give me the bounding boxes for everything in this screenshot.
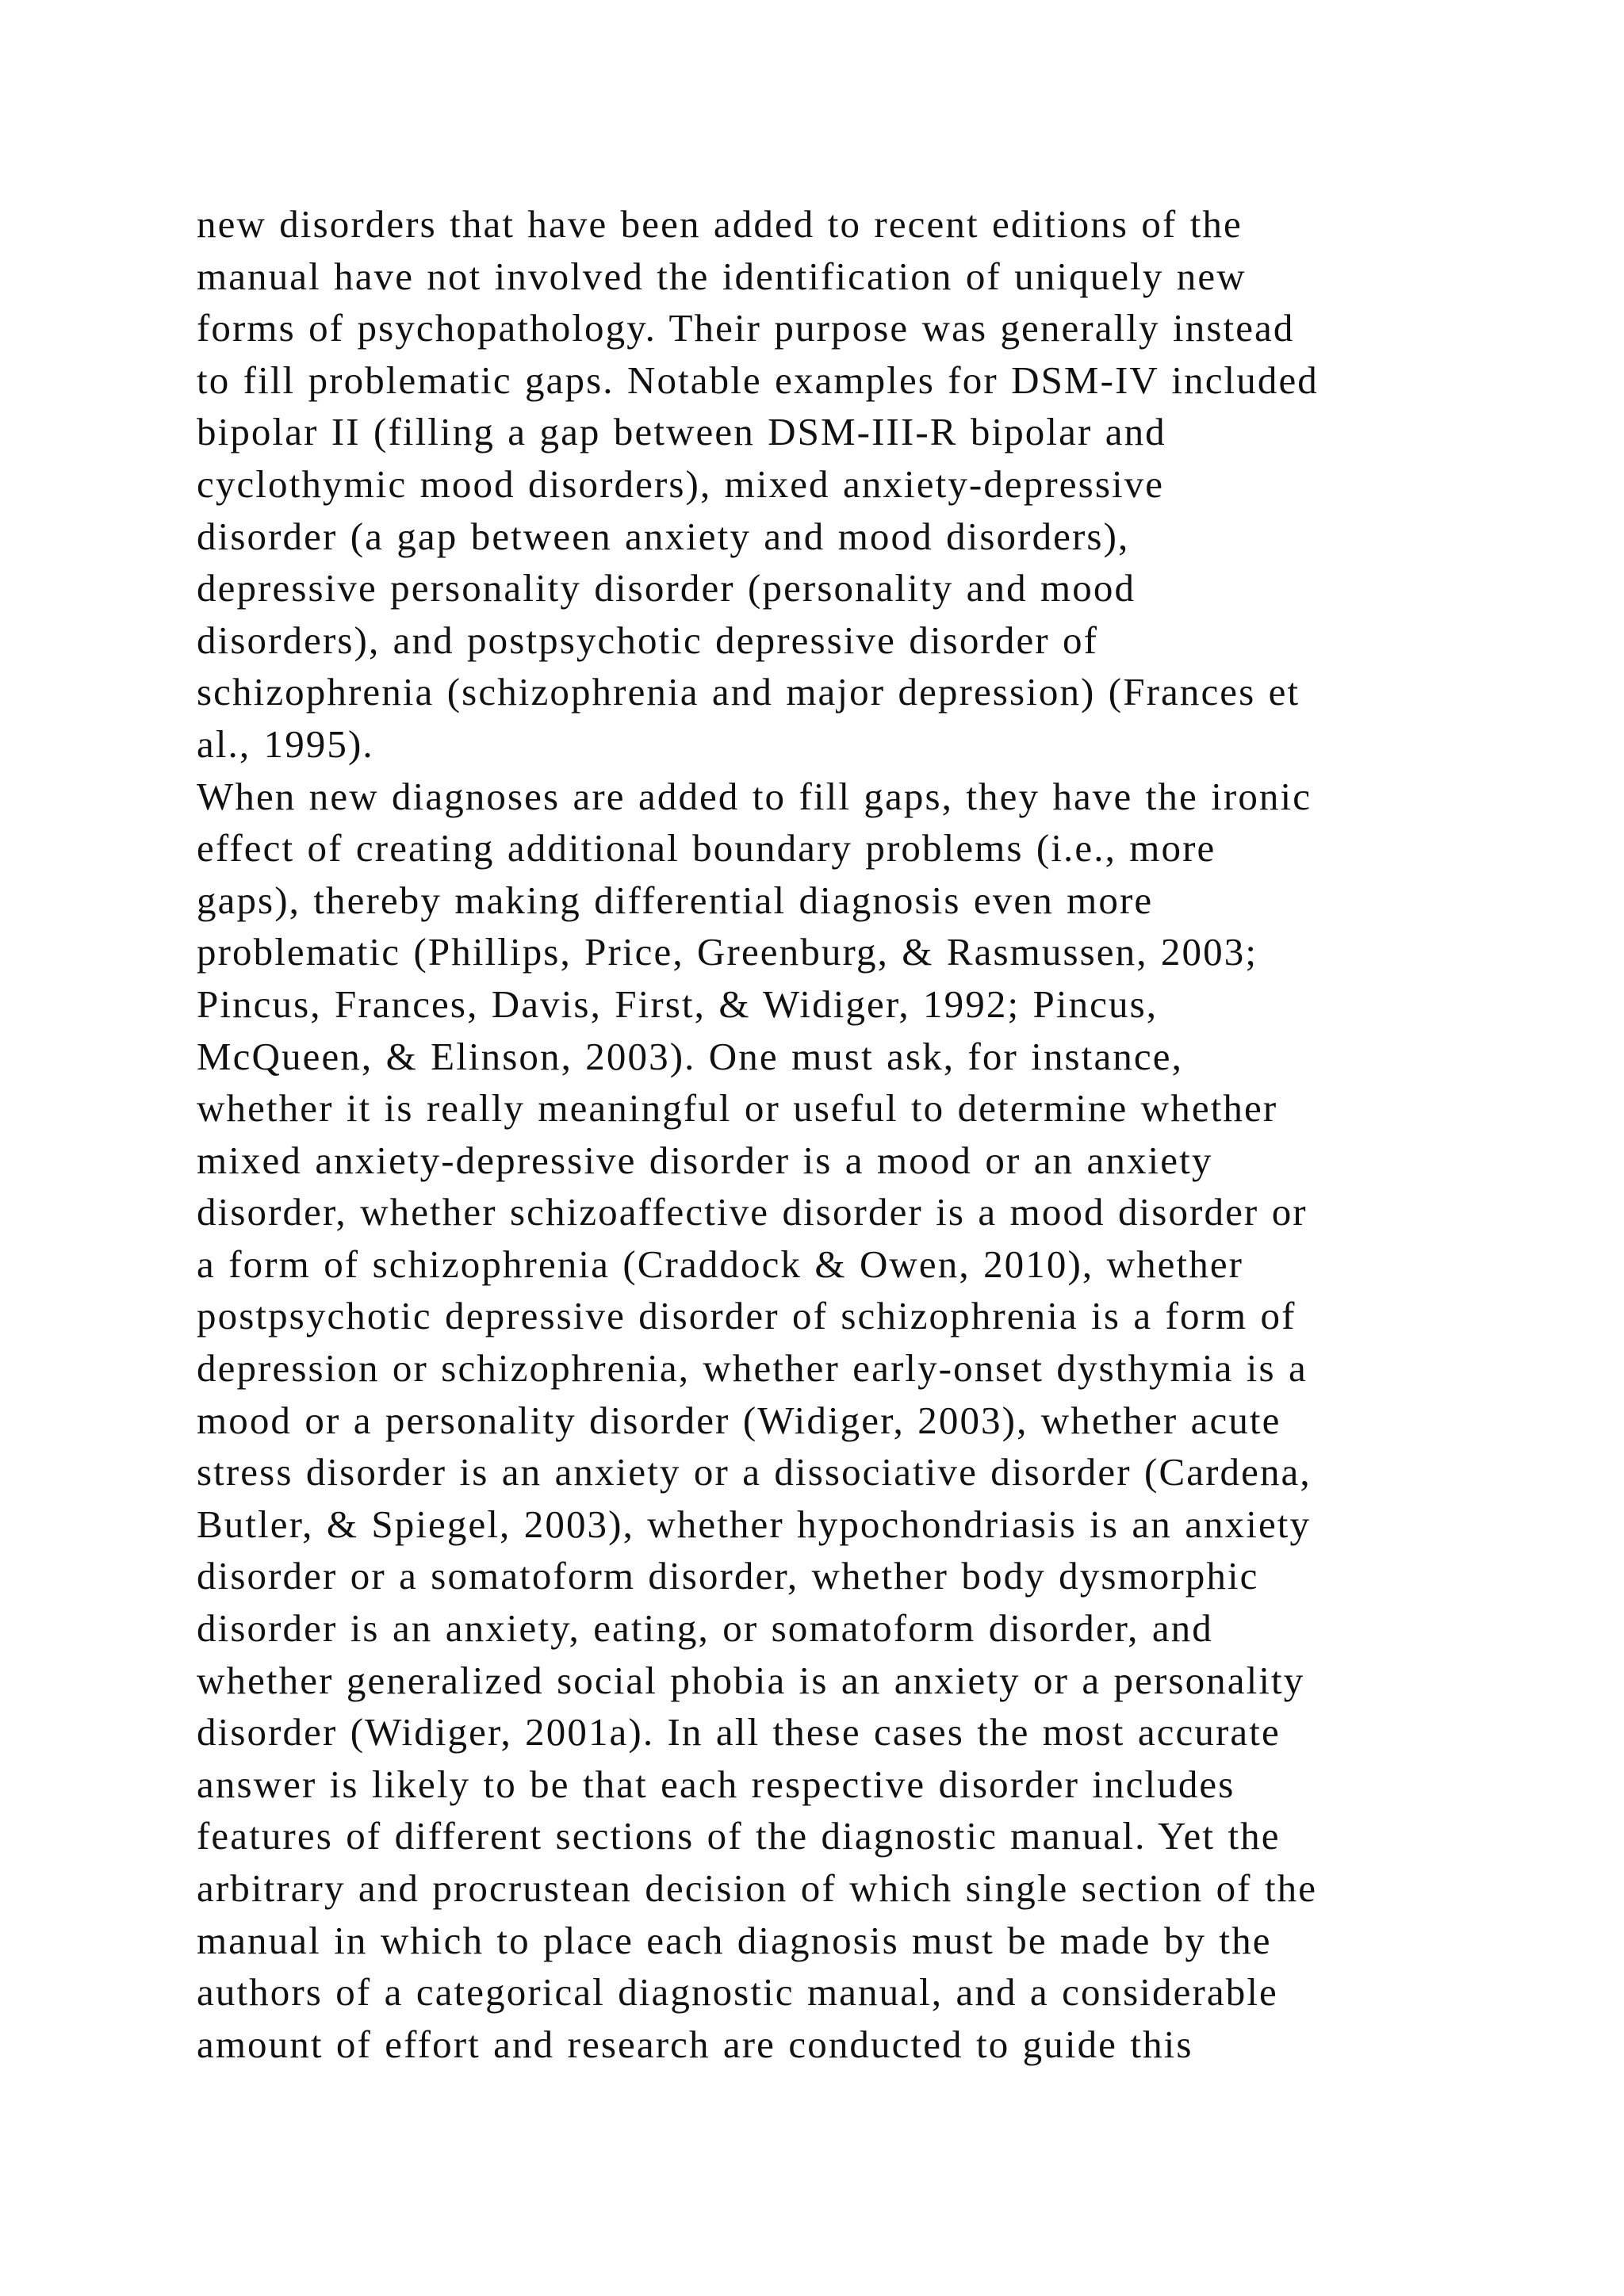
- body-text: [197, 198, 1481, 2070]
- text-line: disorder (a gap between anxiety and mood disorders),: [197, 514, 1130, 558]
- text-line: When new diagnoses are added to fill gaps, they have the ironic: [197, 774, 1312, 818]
- text-line: al., 1995).: [197, 721, 374, 766]
- text-line: arbitrary and procrustean decision of which single section of the: [197, 1866, 1318, 1910]
- text-line: mixed anxiety-depressive disorder is a mood or an anxiety: [197, 1138, 1213, 1182]
- text-line: bipolar II (filling a gap between DSM-III-R bipolar and: [197, 410, 1166, 454]
- text-line: answer is likely to be that each respective disorder includes: [197, 1762, 1235, 1806]
- text-line: cyclothymic mood disorders), mixed anxiety-depressive: [197, 461, 1165, 506]
- text-line: gaps), thereby making differential diagnosis even more: [197, 878, 1154, 922]
- text-line: postpsychotic depressive disorder of schizophrenia is a form of: [197, 1294, 1297, 1338]
- text-line: Pincus, Frances, Davis, First, & Widiger, 1992; Pincus,: [197, 982, 1159, 1026]
- text-line: Butler, & Spiegel, 2003), whether hypochondriasis is an anxiety: [197, 1502, 1312, 1546]
- text-line: depressive personality disorder (personality and mood: [197, 566, 1136, 610]
- text-line: disorder, whether schizoaffective disorder is a mood disorder or: [197, 1190, 1308, 1234]
- text-line: disorder is an anxiety, eating, or somatoform disorder, and: [197, 1606, 1213, 1651]
- text-line: new disorders that have been added to recent editions of the: [197, 202, 1243, 246]
- text-line: McQueen, & Elinson, 2003). One must ask, for instance,: [197, 1034, 1183, 1078]
- text-line: mood or a personality disorder (Widiger, 2003), whether acute: [197, 1398, 1281, 1442]
- text-line: manual in which to place each diagnosis must be made by the: [197, 1918, 1272, 1962]
- text-line: authors of a categorical diagnostic manual, and a considerable: [197, 1970, 1278, 2015]
- text-line: disorder (Widiger, 2001a). In all these cases the most accurate: [197, 1710, 1281, 1755]
- text-line: schizophrenia (schizophrenia and major depression) (Frances et: [197, 670, 1300, 714]
- text-line: features of different sections of the diagnostic manual. Yet the: [197, 1814, 1281, 1858]
- text-line: amount of effort and research are conducted to guide this: [197, 2022, 1193, 2066]
- text-line: disorders), and postpsychotic depressive disorder of: [197, 618, 1099, 662]
- text-line: whether generalized social phobia is an anxiety or a personality: [197, 1658, 1305, 1702]
- text-line: depression or schizophrenia, whether early-onset dysthymia is a: [197, 1346, 1308, 1391]
- text-line: to fill problematic gaps. Notable examples for DSM-IV included: [197, 358, 1319, 402]
- text-line: problematic (Phillips, Price, Greenburg, & Rasmussen, 2003;: [197, 930, 1258, 974]
- text-line: forms of psychopathology. Their purpose was generally instead: [197, 306, 1295, 350]
- text-line: a form of schizophrenia (Craddock & Owen, 2010), whether: [197, 1242, 1244, 1286]
- text-line: manual have not involved the identification of uniquely new: [197, 254, 1247, 298]
- text-line: effect of creating additional boundary problems (i.e., more: [197, 826, 1216, 871]
- text-line: stress disorder is an anxiety or a dissociative disorder (Cardena,: [197, 1450, 1312, 1494]
- text-line: whether it is really meaningful or useful to determine whether: [197, 1086, 1278, 1131]
- text-line: disorder or a somatoform disorder, whether body dysmorphic: [197, 1554, 1259, 1598]
